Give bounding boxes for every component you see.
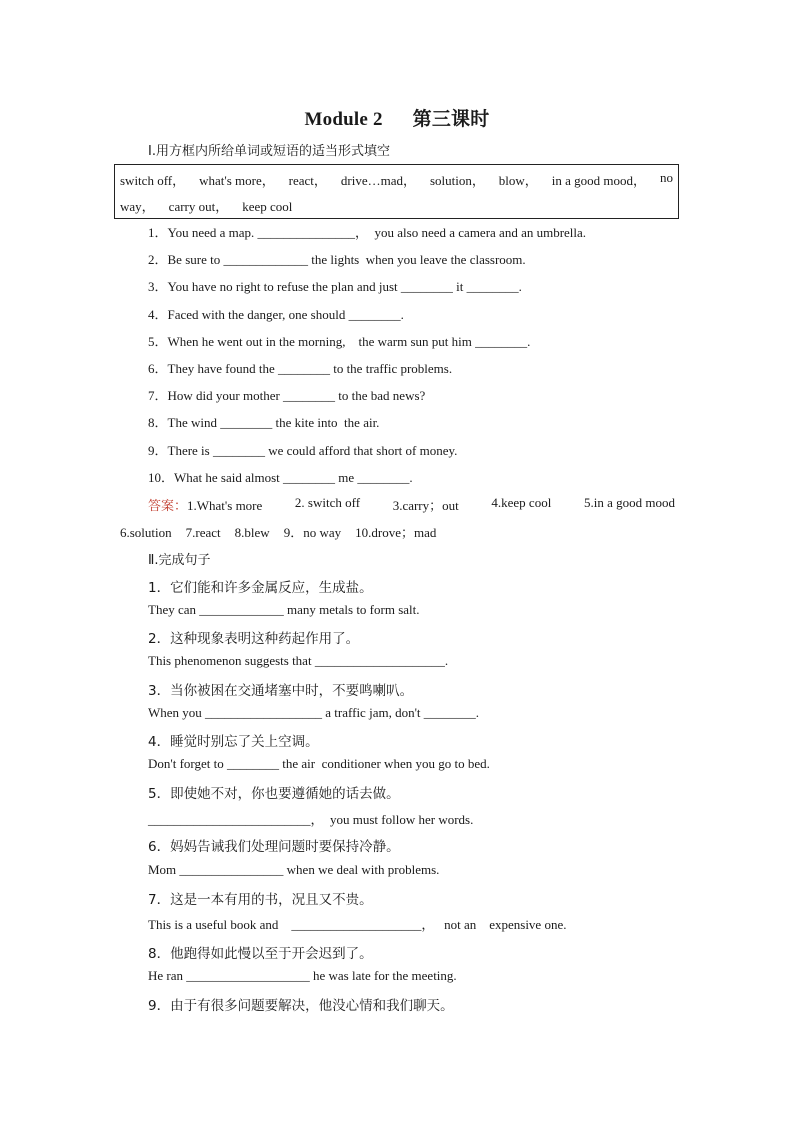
answer-item: 8.blew [234, 525, 270, 540]
answer-line2 [120, 522, 450, 541]
exercise-item: 2．Be sure to _____________ the lights when you leave the classroom. [148, 252, 526, 267]
chinese-prompt: 3．当你被困在交通堵塞中时，不要鸣喇叭。 [148, 683, 414, 699]
answer-line1 [148, 495, 675, 514]
word-box-line1 [120, 170, 673, 189]
word-box-line2 [120, 196, 306, 215]
word-item: react， [288, 173, 327, 188]
exercise-item: 9．There is ________ we could afford that short of money. [148, 443, 458, 458]
english-sentence: This phenomenon suggests that ____________________. [148, 653, 449, 668]
exercise-item: 10．What he said almost ________ me ________. [148, 470, 413, 485]
chinese-prompt: 7．这是一本有用的书，况且又不贵。 [148, 892, 373, 908]
lesson-label: 第三课时 [412, 109, 490, 130]
section2-heading: Ⅱ.完成句子 [148, 553, 211, 568]
word-item: keep cool [242, 199, 293, 214]
word-item: what's more， [199, 173, 275, 188]
chinese-prompt: 2．这种现象表明这种药起作用了。 [148, 631, 360, 647]
english-sentence: They can _____________ many metals to form salt. [148, 602, 420, 617]
answer-item: 3.carry；out [392, 498, 459, 513]
chinese-prompt: 9．由于有很多问题要解决，他没心情和我们聊天。 [148, 998, 454, 1014]
word-item: no [659, 170, 673, 185]
answer-item: 4.keep cool [491, 495, 552, 510]
chinese-prompt: 4．睡觉时别忘了关上空调。 [148, 734, 319, 750]
word-item: switch off， [120, 173, 186, 188]
module-label: Module 2 [304, 109, 383, 130]
answer-item: 7.react [185, 525, 221, 540]
chinese-prompt: 8．他跑得如此慢以至于开会迟到了。 [148, 946, 373, 962]
answer-item: 2. switch off [294, 495, 361, 510]
english-sentence: This is a useful book and ____________________， not an expensive one. [148, 917, 567, 932]
exercise-item: 3．You have no right to refuse the plan and just ________ it ________. [148, 279, 522, 294]
answer-item: 6.solution [120, 525, 172, 540]
answer-item: 10.drove；mad [355, 525, 437, 540]
english-sentence: He ran ___________________ he was late for the meeting. [148, 968, 457, 983]
exercise-item: 1．You need a map. _______________， you also need a camera and an umbrella. [148, 225, 587, 240]
exercise-item: 7．How did your mother ________ to the bad news? [148, 388, 426, 403]
english-sentence: Mom ________________ when we deal with problems. [148, 862, 440, 877]
page-title [0, 104, 794, 131]
word-item: solution， [429, 173, 485, 188]
exercise-item: 5．When he went out in the morning, the warm sun put him ________. [148, 334, 531, 349]
answer-item: 5.in a good mood [583, 495, 675, 510]
english-sentence: Don't forget to ________ the air conditioner when you go to bed. [148, 756, 490, 771]
exercise-item: 8．The wind ________ the kite into the air. [148, 415, 380, 430]
answer-item: 1.What's more [187, 498, 263, 513]
word-item: way， [120, 199, 155, 214]
word-item: carry out， [168, 199, 229, 214]
answer-label: 答案： [148, 499, 188, 514]
section1-heading: Ⅰ.用方框内所给单词或短语的适当形式填空 [148, 144, 390, 159]
english-sentence: _________________________， you must follow her words. [148, 812, 474, 827]
chinese-prompt: 5．即使她不对，你也要遵循她的话去做。 [148, 786, 400, 802]
word-box [114, 164, 679, 219]
exercise-item: 4．Faced with the danger, one should ________. [148, 307, 404, 322]
word-item: blow， [498, 173, 538, 188]
chinese-prompt: 6．妈妈告诫我们处理问题时要保持冷静。 [148, 839, 400, 855]
english-sentence: When you __________________ a traffic jam, don't ________. [148, 705, 480, 720]
exercise-item: 6．They have found the ________ to the traffic problems. [148, 361, 453, 376]
word-item: in a good mood， [551, 173, 647, 188]
chinese-prompt: 1．它们能和许多金属反应，生成盐。 [148, 580, 373, 596]
answer-item: 9．no way [283, 525, 342, 540]
word-item: drive…mad， [340, 173, 416, 188]
